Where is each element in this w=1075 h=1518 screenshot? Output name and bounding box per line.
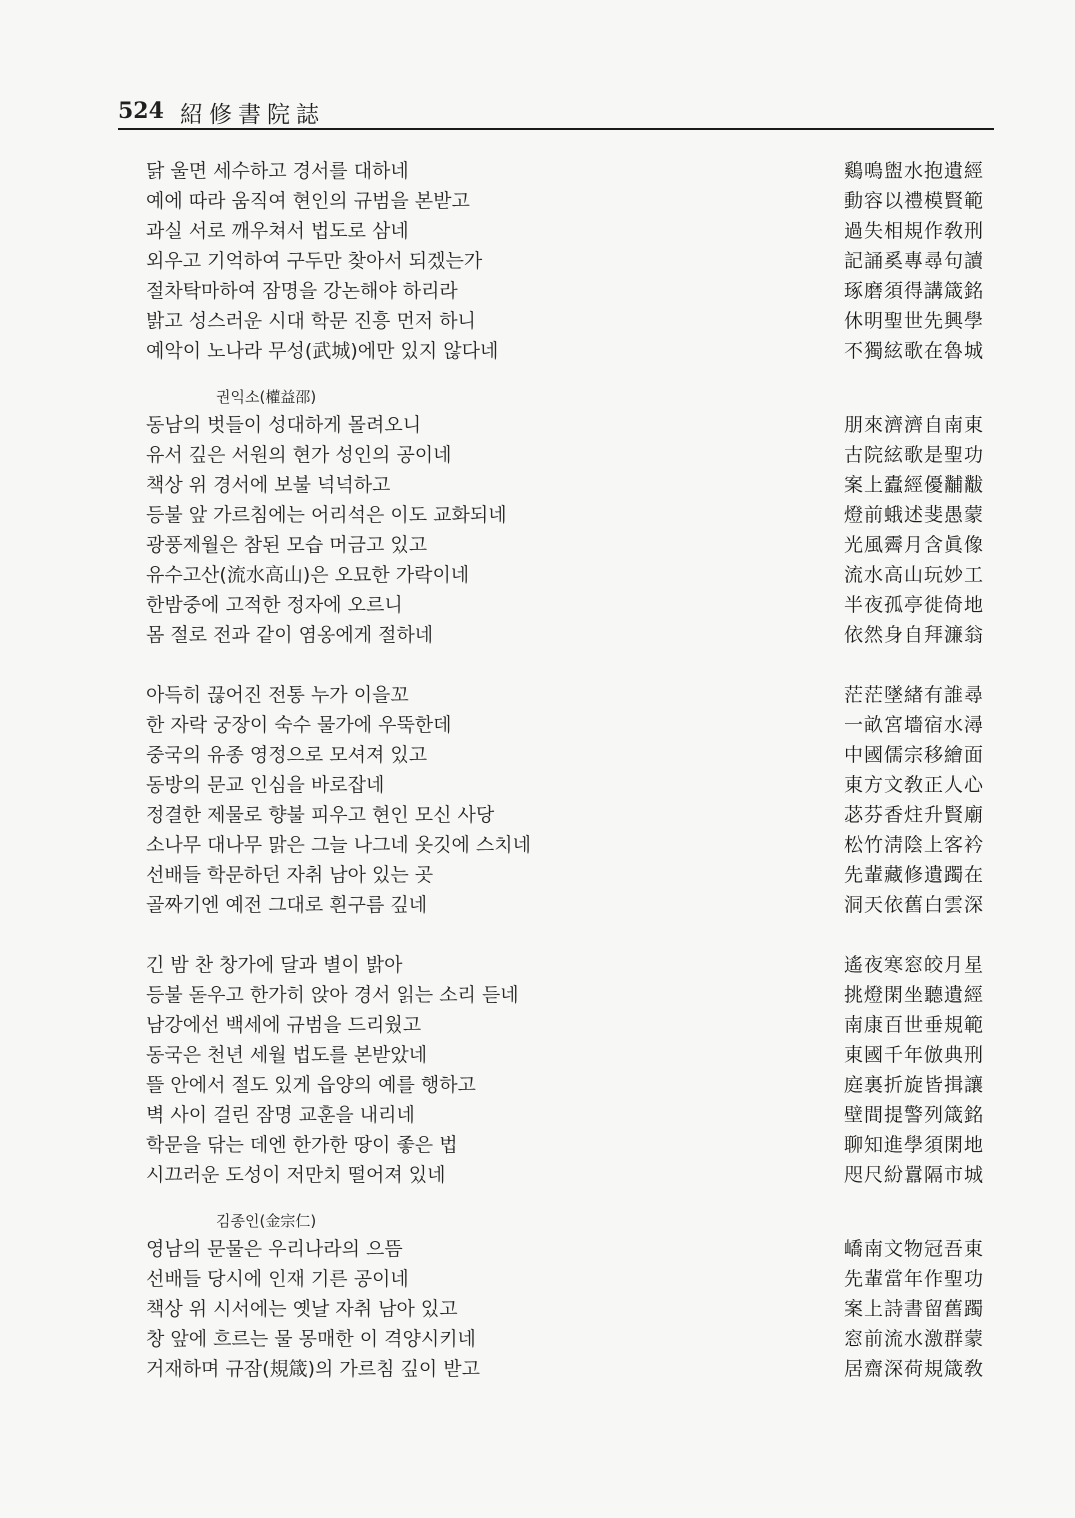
korean-translation: 골짜기엔 예전 그대로 흰구름 깊네	[146, 894, 428, 916]
poem-line	[146, 186, 986, 216]
chinese-original: 光風霽月含眞像	[843, 534, 984, 556]
chinese-original: 古院絃歌是聖功	[843, 444, 984, 466]
korean-translation: 뜰 안에서 절도 있게 읍양의 예를 행하고	[146, 1074, 476, 1096]
chinese-original: 鷄鳴盥水抱遺經	[843, 160, 984, 182]
chinese-original: 過失相規作敎刑	[843, 220, 984, 242]
poem-line	[146, 306, 986, 336]
poem-line	[146, 156, 986, 186]
chinese-original: 中國儒宗移繪面	[843, 744, 984, 766]
chinese-original: 窓前流水激群蒙	[843, 1328, 984, 1350]
poem-line	[146, 440, 986, 470]
korean-translation: 유서 깊은 서원의 현가 성인의 공이네	[146, 444, 452, 466]
korean-translation: 소나무 대나무 맑은 그늘 나그네 옷깃에 스치네	[146, 834, 531, 856]
korean-translation: 아득히 끊어진 전통 누가 이을꼬	[146, 684, 409, 706]
korean-translation: 정결한 제물로 향불 피우고 현인 모신 사당	[146, 804, 495, 826]
poem-line	[146, 830, 986, 860]
poem-section	[146, 380, 986, 1190]
korean-translation: 과실 서로 깨우쳐서 법도로 삼네	[146, 220, 409, 242]
chinese-original: 庭裏折旋皆揖讓	[843, 1074, 984, 1096]
poem-author	[146, 380, 986, 410]
poem-line	[146, 1070, 986, 1100]
chinese-original: 苾芬香炷升賢廟	[843, 804, 984, 826]
poem-line	[146, 500, 986, 530]
chinese-original: 動容以禮模賢範	[843, 190, 984, 212]
poem-line	[146, 950, 986, 980]
korean-translation: 등불 앞 가르침에는 어리석은 이도 교화되네	[146, 504, 507, 526]
poem-line	[146, 1160, 986, 1190]
chinese-original: 挑燈閑坐聽遺經	[843, 984, 984, 1006]
chinese-original: 記誦奚專尋句讀	[843, 250, 984, 272]
chinese-original: 一畝宮墻宿水潯	[843, 714, 984, 736]
korean-translation: 책상 위 시서에는 옛날 자취 남아 있고	[146, 1298, 458, 1320]
korean-translation: 영남의 문물은 우리나라의 으뜸	[146, 1238, 403, 1260]
page-number: 524	[118, 98, 164, 124]
chinese-original: 依然身自拜濂翁	[843, 624, 984, 646]
korean-translation: 등불 돋우고 한가히 앉아 경서 읽는 소리 듣네	[146, 984, 519, 1006]
korean-translation: 한밤중에 고적한 정자에 오르니	[146, 594, 403, 616]
korean-translation: 동방의 문교 인심을 바로잡네	[146, 774, 385, 796]
chinese-original: 半夜孤亭徙倚地	[843, 594, 984, 616]
poem-line	[146, 1294, 986, 1324]
chinese-original: 洞天依舊白雲深	[843, 894, 984, 916]
korean-translation: 시끄러운 도성이 저만치 떨어져 있네	[146, 1164, 446, 1186]
chinese-original: 茫茫墜緖有誰尋	[843, 684, 984, 706]
korean-translation: 닭 울면 세수하고 경서를 대하네	[146, 160, 409, 182]
poem-line	[146, 1354, 986, 1384]
poem-content	[146, 156, 986, 1384]
chinese-original: 朋來濟濟自南東	[843, 414, 984, 436]
korean-translation: 동국은 천년 세월 법도를 본받았네	[146, 1044, 428, 1066]
korean-translation: 예악이 노나라 무성(武城)에만 있지 않다네	[146, 340, 499, 362]
stanza-gap	[146, 920, 986, 950]
poem-line	[146, 740, 986, 770]
korean-translation: 한 자락 궁장이 숙수 물가에 우뚝한데	[146, 714, 452, 736]
poem-line	[146, 710, 986, 740]
poem-line	[146, 1040, 986, 1070]
poem-line	[146, 216, 986, 246]
korean-translation: 유수고산(流水高山)은 오묘한 가락이네	[146, 564, 470, 586]
page-header	[118, 96, 994, 130]
chinese-original: 案上詩書留舊躅	[843, 1298, 984, 1320]
chinese-original: 東國千年倣典刑	[843, 1044, 984, 1066]
poem-line	[146, 470, 986, 500]
korean-translation: 광풍제월은 참된 모습 머금고 있고	[146, 534, 428, 556]
chinese-original: 聊知進學須閑地	[843, 1134, 984, 1156]
korean-translation: 예에 따라 움직여 현인의 규범을 본받고	[146, 190, 470, 212]
chinese-original: 流水高山玩妙工	[843, 564, 984, 586]
chinese-original: 東方文敎正人心	[843, 774, 984, 796]
korean-translation: 선배들 당시에 인재 기른 공이네	[146, 1268, 409, 1290]
poem-line	[146, 1264, 986, 1294]
poem-stanza	[146, 950, 986, 1190]
korean-translation: 책상 위 경서에 보불 넉넉하고	[146, 474, 391, 496]
poem-line	[146, 410, 986, 440]
korean-translation: 학문을 닦는 데엔 한가한 땅이 좋은 법	[146, 1134, 458, 1156]
korean-translation: 몸 절로 전과 같이 염옹에게 절하네	[146, 624, 434, 646]
chinese-original: 不獨絃歌在魯城	[843, 340, 984, 362]
poem-line	[146, 560, 986, 590]
poem-line	[146, 890, 986, 920]
korean-translation: 절차탁마하여 잠명을 강논해야 하리라	[146, 280, 458, 302]
poem-line	[146, 336, 986, 366]
poem-line	[146, 980, 986, 1010]
korean-translation: 남강에선 백세에 규범을 드리웠고	[146, 1014, 422, 1036]
korean-translation: 동남의 벗들이 성대하게 몰려오니	[146, 414, 422, 436]
poem-line	[146, 1010, 986, 1040]
poem-line	[146, 1324, 986, 1354]
korean-translation: 중국의 유종 영정으로 모셔져 있고	[146, 744, 428, 766]
poem-section	[146, 1204, 986, 1384]
poem-stanza	[146, 680, 986, 920]
chinese-original: 遙夜寒窓皎月星	[843, 954, 984, 976]
poem-line	[146, 530, 986, 560]
poem-line	[146, 1130, 986, 1160]
poem-line	[146, 620, 986, 650]
poem-author-name: 권익소(權益邵)	[216, 388, 317, 406]
poem-line	[146, 590, 986, 620]
poem-line	[146, 276, 986, 306]
chinese-original: 先輩當年作聖功	[843, 1268, 984, 1290]
chinese-original: 琢磨須得講箴銘	[843, 280, 984, 302]
poem-line	[146, 1234, 986, 1264]
chinese-original: 南康百世垂規範	[843, 1014, 984, 1036]
poem-line	[146, 680, 986, 710]
poem-stanza	[146, 1234, 986, 1384]
korean-translation: 긴 밤 찬 창가에 달과 별이 밝아	[146, 954, 403, 976]
poem-line	[146, 860, 986, 890]
chinese-original: 休明聖世先興學	[843, 310, 984, 332]
stanza-gap	[146, 650, 986, 680]
poem-line	[146, 800, 986, 830]
korean-translation: 거재하며 규잠(規箴)의 가르침 깊이 받고	[146, 1358, 480, 1380]
header-rule	[118, 128, 994, 130]
poem-line	[146, 770, 986, 800]
poem-line	[146, 246, 986, 276]
chinese-original: 案上蠹經優黼黻	[843, 474, 984, 496]
poem-author-name: 김종인(金宗仁)	[216, 1212, 317, 1230]
chinese-original: 松竹淸陰上客衿	[843, 834, 984, 856]
korean-translation: 창 앞에 흐르는 물 몽매한 이 격양시키네	[146, 1328, 476, 1350]
book-title: 紹修書院誌	[180, 102, 325, 128]
poem-author	[146, 1204, 986, 1234]
chinese-original: 壁間提警列箴銘	[843, 1104, 984, 1126]
chinese-original: 咫尺紛囂隔市城	[843, 1164, 984, 1186]
korean-translation: 선배들 학문하던 자취 남아 있는 곳	[146, 864, 434, 886]
korean-translation: 밝고 성스러운 시대 학문 진흥 먼저 하니	[146, 310, 476, 332]
poem-stanza	[146, 410, 986, 650]
poem-stanza	[146, 156, 986, 366]
chinese-original: 居齋深荷規箴敎	[843, 1358, 984, 1380]
chinese-original: 燈前蛾述斐愚蒙	[843, 504, 984, 526]
poem-section	[146, 156, 986, 366]
poem-line	[146, 1100, 986, 1130]
chinese-original: 先輩藏修遺躅在	[843, 864, 984, 886]
chinese-original: 嶠南文物冠吾東	[843, 1238, 984, 1260]
korean-translation: 외우고 기억하여 구두만 찾아서 되겠는가	[146, 250, 483, 272]
korean-translation: 벽 사이 걸린 잠명 교훈을 내리네	[146, 1104, 415, 1126]
